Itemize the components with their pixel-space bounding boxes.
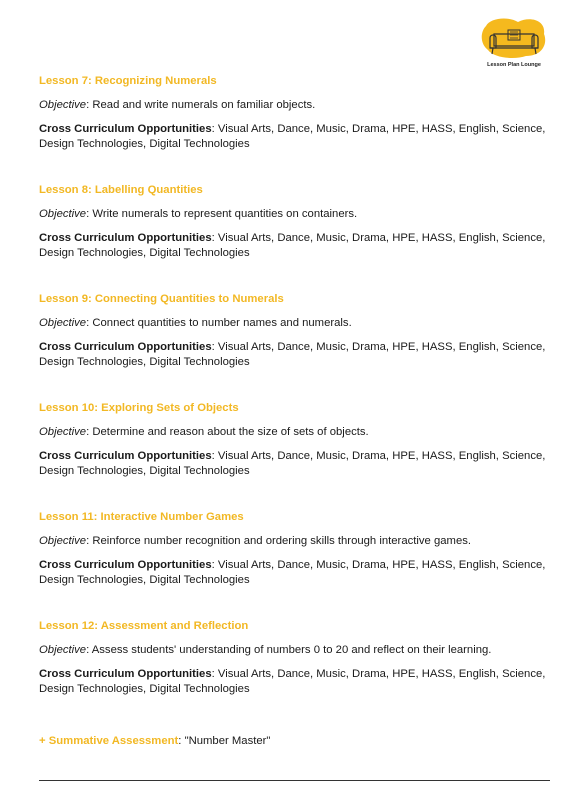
- lesson-objective: [39, 425, 554, 439]
- footer-divider: [39, 780, 550, 781]
- summative-text: : "Number Master": [178, 735, 271, 747]
- sofa-icon: [478, 16, 550, 62]
- cross-curriculum-text: : Visual Arts, Dance, Music, Drama, HPE, HASS, English, Science, Design Technologies, Digital Technologies: [39, 668, 546, 695]
- objective-label: Objective: [39, 317, 87, 329]
- lesson-objective: [39, 98, 554, 112]
- lesson-objective: [39, 316, 554, 330]
- lesson-objective: [39, 207, 554, 221]
- lesson-section: [39, 183, 554, 261]
- cross-curriculum-text: : Visual Arts, Dance, Music, Drama, HPE, HASS, English, Science, Design Technologies, Digital Technologies: [39, 123, 546, 150]
- summative-assessment: [39, 734, 554, 748]
- lesson-section: [39, 74, 554, 152]
- cross-curriculum-label: Cross Curriculum Opportunities: [39, 450, 212, 462]
- cross-curriculum-text: : Visual Arts, Dance, Music, Drama, HPE, HASS, English, Science, Design Technologies, Digital Technologies: [39, 559, 546, 586]
- cross-curriculum: [39, 122, 554, 152]
- objective-text: : Connect quantities to number names and numerals.: [86, 317, 352, 329]
- objective-text: : Read and write numerals on familiar objects.: [86, 99, 316, 111]
- cross-curriculum-label: Cross Curriculum Opportunities: [39, 232, 212, 244]
- objective-label: Objective: [39, 426, 87, 438]
- objective-text: : Assess students' understanding of numbers 0 to 20 and reflect on their learning.: [86, 644, 492, 656]
- objective-text: : Determine and reason about the size of sets of objects.: [86, 426, 369, 438]
- lesson-title: Lesson 8: Labelling Quantities: [39, 184, 203, 196]
- cross-curriculum-label: Cross Curriculum Opportunities: [39, 668, 212, 680]
- lesson-title: Lesson 7: Recognizing Numerals: [39, 75, 217, 87]
- objective-label: Objective: [39, 208, 87, 220]
- lesson-title: Lesson 11: Interactive Number Games: [39, 511, 244, 523]
- objective-label: Objective: [39, 99, 87, 111]
- lesson-title: Lesson 10: Exploring Sets of Objects: [39, 402, 239, 414]
- cross-curriculum-text: : Visual Arts, Dance, Music, Drama, HPE, HASS, English, Science, Design Technologies, Digital Technologies: [39, 450, 546, 477]
- cross-curriculum-label: Cross Curriculum Opportunities: [39, 341, 212, 353]
- cross-curriculum: [39, 667, 554, 697]
- cross-curriculum: [39, 340, 554, 370]
- cross-curriculum-text: : Visual Arts, Dance, Music, Drama, HPE, HASS, English, Science, Design Technologies, Digital Technologies: [39, 232, 546, 259]
- lesson-objective: [39, 534, 554, 548]
- cross-curriculum-label: Cross Curriculum Opportunities: [39, 559, 212, 571]
- lesson-section: [39, 401, 554, 479]
- lesson-plan-lounge-logo: [478, 16, 550, 74]
- lesson-section: [39, 619, 554, 697]
- objective-text: : Reinforce number recognition and ordering skills through interactive games.: [86, 535, 472, 547]
- objective-label: Objective: [39, 535, 87, 547]
- lesson-section: [39, 292, 554, 370]
- cross-curriculum: [39, 558, 554, 588]
- lesson-title: Lesson 9: Connecting Quantities to Numerals: [39, 293, 284, 305]
- cross-curriculum-label: Cross Curriculum Opportunities: [39, 123, 212, 135]
- cross-curriculum: [39, 449, 554, 479]
- objective-label: Objective: [39, 644, 87, 656]
- logo-text: Lesson Plan Lounge: [487, 62, 541, 68]
- cross-curriculum: [39, 231, 554, 261]
- lesson-list: [39, 74, 554, 748]
- summative-label: + Summative Assessment: [39, 735, 179, 747]
- lesson-section: [39, 510, 554, 588]
- cross-curriculum-text: : Visual Arts, Dance, Music, Drama, HPE, HASS, English, Science, Design Technologies, Digital Technologies: [39, 341, 546, 368]
- objective-text: : Write numerals to represent quantities on containers.: [86, 208, 358, 220]
- lesson-title: Lesson 12: Assessment and Reflection: [39, 620, 249, 632]
- lesson-objective: [39, 643, 554, 657]
